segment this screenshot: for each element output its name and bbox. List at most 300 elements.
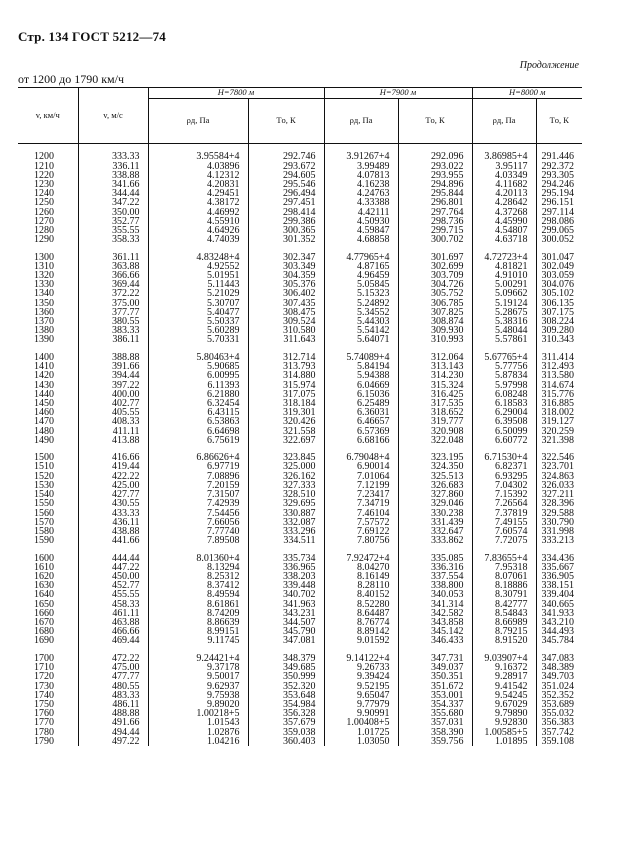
table-cell: 322.048 (398, 436, 472, 445)
table-cell: 1470 (34, 416, 54, 428)
table-cell: 4.11682 (472, 180, 536, 189)
table-cell: 1620 (34, 571, 54, 583)
col-header-t: Tо, К (536, 99, 582, 144)
table-cell: 336.965 (248, 563, 324, 572)
table-cell: 345.784 (536, 636, 582, 645)
table-cell: 4.54807 (472, 226, 536, 235)
table-cell: 8.16149 (324, 572, 398, 581)
table-cell: 4.33388 (324, 198, 398, 207)
table-cell: 436.11 (78, 518, 148, 527)
table-cell: 8.01360+4 (148, 554, 248, 563)
table-cell: 336.905 (536, 572, 582, 581)
table-cell: 328.510 (248, 490, 324, 499)
table-cell: 7.08896 (148, 472, 248, 481)
table-cell: 1.02876 (148, 728, 248, 737)
table-cell: 413.88 (78, 436, 148, 445)
table-cell: 5.97998 (472, 381, 536, 390)
table-cell: 1700 (34, 652, 54, 664)
table-cell: 7.12199 (324, 481, 398, 490)
col-header-v-ms: v, м/с (78, 88, 148, 144)
table-cell: 6.36031 (324, 408, 398, 417)
table-cell: 339.404 (536, 590, 582, 599)
table-cell: 309.930 (398, 326, 472, 335)
col-header-p: ρд, Па (472, 99, 536, 144)
table-cell: 4.92552 (148, 262, 248, 271)
table-cell: 314.674 (536, 381, 582, 390)
table-row (18, 436, 582, 445)
table-cell: 1520 (34, 470, 54, 482)
table-cell: 383.33 (78, 326, 148, 335)
table-cell: 332.087 (248, 518, 324, 527)
table-cell: 293.305 (536, 171, 582, 180)
table-cell: 340.665 (536, 600, 582, 609)
table-cell: 4.46992 (148, 208, 248, 217)
table-cell: 6.60772 (472, 436, 536, 445)
table-cell: 318.184 (248, 399, 324, 408)
table-cell: 309.280 (536, 326, 582, 335)
table-cell: 341.933 (536, 609, 582, 618)
table-cell: 346.433 (398, 636, 472, 645)
table-cell: 335.734 (248, 554, 324, 563)
table-cell: 1570 (34, 516, 54, 528)
table-cell: 310.343 (536, 335, 582, 344)
table-cell: 356.328 (248, 709, 324, 718)
table-cell: 1680 (34, 626, 54, 638)
table-cell: 351.024 (536, 682, 582, 691)
table-cell: 9.37178 (148, 663, 248, 672)
table-cell: 9.28917 (472, 672, 536, 681)
table-cell: 477.77 (78, 672, 148, 681)
table-cell: 5.05845 (324, 280, 398, 289)
table-cell: 306.402 (248, 289, 324, 298)
table-cell: 347.081 (248, 636, 324, 645)
table-cell: 311.414 (536, 353, 582, 362)
table-cell: 1540 (34, 489, 54, 501)
table-cell: 307.435 (248, 299, 324, 308)
table-cell: 9.41542 (472, 682, 536, 691)
table-cell: 494.44 (78, 728, 148, 737)
table-cell: 7.80756 (324, 536, 398, 545)
table-cell: 8.76774 (324, 618, 398, 627)
table-cell: 1710 (34, 662, 54, 674)
table-cell: 327.211 (536, 490, 582, 499)
table-cell: 357.742 (536, 728, 582, 737)
table-cell: 9.89020 (148, 700, 248, 709)
table-cell: 299.065 (536, 226, 582, 235)
table-cell: 321.558 (248, 427, 324, 436)
table-cell: 330.238 (398, 509, 472, 518)
table-cell: 9.92830 (472, 718, 536, 727)
table-cell: 299.386 (248, 217, 324, 226)
table-cell: 306.135 (536, 299, 582, 308)
table-cell: 328.396 (536, 499, 582, 508)
table-cell: 4.38172 (148, 198, 248, 207)
table-cell: 5.77756 (472, 362, 536, 371)
table-cell: 6.93295 (472, 472, 536, 481)
table-cell: 6.25489 (324, 399, 398, 408)
table-row (18, 536, 582, 545)
table-cell: 323.701 (536, 462, 582, 471)
table-cell: 5.57861 (472, 335, 536, 344)
table-cell: 6.21880 (148, 390, 248, 399)
table-row (18, 235, 582, 244)
table-cell: 354.337 (398, 700, 472, 709)
table-cell: 4.20113 (472, 189, 536, 198)
table-cell: 306.785 (398, 299, 472, 308)
table-cell: 316.885 (536, 399, 582, 408)
table-cell: 1310 (34, 260, 54, 272)
table-cell: 7.54456 (148, 509, 248, 518)
col-header-v-kmh: v, км/ч (18, 88, 78, 144)
table-cell: 461.11 (78, 609, 148, 618)
table-cell: 447.22 (78, 563, 148, 572)
table-cell: 9.62937 (148, 682, 248, 691)
table-cell: 388.88 (78, 353, 148, 362)
table-cell: 315.974 (248, 381, 324, 390)
table-cell: 316.425 (398, 390, 472, 399)
table-cell: 7.26564 (472, 499, 536, 508)
table-cell: 8.89142 (324, 627, 398, 636)
table-cell: 5.40477 (148, 308, 248, 317)
table-cell: 450.00 (78, 572, 148, 581)
table-cell: 9.65047 (324, 691, 398, 700)
table-cell: 1450 (34, 397, 54, 409)
table-cell: 6.86626+4 (148, 453, 248, 462)
table-cell: 303.709 (398, 271, 472, 280)
table-cell: 6.75619 (148, 436, 248, 445)
table-cell: 1.04216 (148, 737, 248, 746)
table-cell: 1550 (34, 498, 54, 510)
table-cell: 1400 (34, 351, 54, 363)
table-cell: 355.680 (398, 709, 472, 718)
table-cell: 8.30791 (472, 590, 536, 599)
table-cell: 1.00585+5 (472, 728, 536, 737)
table-cell: 336.316 (398, 563, 472, 572)
table-cell: 1260 (34, 206, 54, 218)
table-cell: 5.94388 (324, 371, 398, 380)
table-cell: 1380 (34, 325, 54, 337)
table-cell: 338.88 (78, 171, 148, 180)
table-cell: 4.68858 (324, 235, 398, 244)
table-cell: 344.44 (78, 189, 148, 198)
group-header-7800: H=7800 м (148, 88, 324, 99)
table-cell: 1530 (34, 479, 54, 491)
table-cell: 3.86985+4 (472, 152, 536, 161)
table-cell: 5.48044 (472, 326, 536, 335)
table-cell: 8.07061 (472, 572, 536, 581)
table-cell: 1650 (34, 598, 54, 610)
table-cell: 297.114 (536, 208, 582, 217)
table-cell: 1200 (34, 151, 54, 163)
table-cell: 330.790 (536, 518, 582, 527)
table-cell: 5.67765+4 (472, 353, 536, 362)
table-cell: 5.21029 (148, 289, 248, 298)
table-cell: 331.998 (536, 527, 582, 536)
table-cell: 5.64071 (324, 335, 398, 344)
table-cell: 304.726 (398, 280, 472, 289)
table-cell: 348.389 (536, 663, 582, 672)
table-cell: 293.022 (398, 162, 472, 171)
table-cell: 5.34552 (324, 308, 398, 317)
table-cell: 441.66 (78, 536, 148, 545)
table-cell: 372.22 (78, 289, 148, 298)
table-cell: 1300 (34, 251, 54, 263)
col-header-t: Tо, К (248, 99, 324, 144)
table-cell: 319.127 (536, 417, 582, 426)
table-cell: 394.44 (78, 371, 148, 380)
table-cell: 400.00 (78, 390, 148, 399)
table-cell: 305.102 (536, 289, 582, 298)
table-cell: 5.50337 (148, 317, 248, 326)
table-cell: 475.00 (78, 663, 148, 672)
table-cell: 7.83655+4 (472, 554, 536, 563)
table-cell: 1.00218+5 (148, 709, 248, 718)
table-cell: 320.426 (248, 417, 324, 426)
table-cell: 341.314 (398, 600, 472, 609)
table-cell: 9.52195 (324, 682, 398, 691)
table-cell: 427.77 (78, 490, 148, 499)
table-cell: 7.37819 (472, 509, 536, 518)
table-cell: 4.91010 (472, 271, 536, 280)
table-cell: 5.60289 (148, 326, 248, 335)
table-cell: 4.37268 (472, 208, 536, 217)
table-cell: 4.81821 (472, 262, 536, 271)
table-cell: 391.66 (78, 362, 148, 371)
table-cell: 419.44 (78, 462, 148, 471)
table-cell: 4.07813 (324, 171, 398, 180)
table-cell: 298.086 (536, 217, 582, 226)
table-cell: 6.04669 (324, 381, 398, 390)
table-cell: 4.29451 (148, 189, 248, 198)
table-cell: 338.203 (248, 572, 324, 581)
table-cell: 310.993 (398, 335, 472, 344)
table-cell: 340.702 (248, 590, 324, 599)
table-cell: 6.11393 (148, 381, 248, 390)
table-cell: 359.108 (536, 737, 582, 746)
table-cell: 345.142 (398, 627, 472, 636)
table-cell: 7.34719 (324, 499, 398, 508)
group-header-8000: H=8000 м (472, 88, 582, 99)
table-cell: 8.54843 (472, 609, 536, 618)
table-cell: 4.24763 (324, 189, 398, 198)
table-cell: 6.53863 (148, 417, 248, 426)
table-cell: 343.210 (536, 618, 582, 627)
table-cell: 386.11 (78, 335, 148, 344)
table-cell: 333.213 (536, 536, 582, 545)
table-cell: 8.25312 (148, 572, 248, 581)
table-cell: 488.88 (78, 709, 148, 718)
table-cell: 455.55 (78, 590, 148, 599)
table-cell: 6.18583 (472, 399, 536, 408)
table-cell: 300.702 (398, 235, 472, 244)
table-cell: 1.01725 (324, 728, 398, 737)
table-cell: 8.28110 (324, 581, 398, 590)
table-cell: 329.695 (248, 499, 324, 508)
table-cell: 486.11 (78, 700, 148, 709)
table-cell: 1270 (34, 215, 54, 227)
table-cell: 1350 (34, 297, 54, 309)
table-cell: 5.84194 (324, 362, 398, 371)
table-cell: 9.50017 (148, 672, 248, 681)
table-cell: 314.230 (398, 371, 472, 380)
table-cell: 327.333 (248, 481, 324, 490)
table-cell: 295.844 (398, 189, 472, 198)
table-cell: 329.046 (398, 499, 472, 508)
table-cell: 4.64926 (148, 226, 248, 235)
table-cell: 301.697 (398, 253, 472, 262)
table-cell: 7.69122 (324, 527, 398, 536)
table-cell: 349.703 (536, 672, 582, 681)
table-cell: 377.77 (78, 308, 148, 317)
table-cell: 356.383 (536, 718, 582, 727)
group-header-7900: H=7900 м (324, 88, 472, 99)
table-cell: 4.96459 (324, 271, 398, 280)
table-cell: 352.352 (536, 691, 582, 700)
table-cell: 5.19124 (472, 299, 536, 308)
table-cell: 5.15323 (324, 289, 398, 298)
table-cell: 1500 (34, 452, 54, 464)
table-cell: 9.79890 (472, 709, 536, 718)
table-cell: 5.80463+4 (148, 353, 248, 362)
table-cell: 5.30707 (148, 299, 248, 308)
table-cell: 1640 (34, 589, 54, 601)
table-cell: 1480 (34, 425, 54, 437)
table-cell: 292.746 (248, 152, 324, 161)
table-cell: 334.511 (248, 536, 324, 545)
table-cell: 9.14122+4 (324, 654, 398, 663)
table-cell: 1460 (34, 407, 54, 419)
table-cell: 353.001 (398, 691, 472, 700)
table-cell: 7.89508 (148, 536, 248, 545)
table-cell: 6.82371 (472, 462, 536, 471)
table-cell: 350.999 (248, 672, 324, 681)
table-cell: 416.66 (78, 453, 148, 462)
table-cell: 303.349 (248, 262, 324, 271)
continuation-label: Продолжение (519, 60, 579, 71)
table-cell: 463.88 (78, 618, 148, 627)
table-cell: 480.55 (78, 682, 148, 691)
table-cell: 329.588 (536, 509, 582, 518)
table-cell: 305.752 (398, 289, 472, 298)
table-cell: 335.085 (398, 554, 472, 563)
table-cell: 8.66989 (472, 618, 536, 627)
table-cell: 6.68166 (324, 436, 398, 445)
table-cell: 497.22 (78, 737, 148, 746)
table-cell: 1340 (34, 288, 54, 300)
table-cell: 1220 (34, 169, 54, 181)
table-cell: 1330 (34, 279, 54, 291)
table-cell: 7.49155 (472, 518, 536, 527)
table-cell: 291.446 (536, 152, 582, 161)
table-cell: 298.414 (248, 208, 324, 217)
table-cell: 491.66 (78, 718, 148, 727)
table-cell: 366.66 (78, 271, 148, 280)
table-cell: 312.714 (248, 353, 324, 362)
table-cell: 7.77740 (148, 527, 248, 536)
table-cell: 358.390 (398, 728, 472, 737)
table-cell: 325.513 (398, 472, 472, 481)
table-cell: 360.403 (248, 737, 324, 746)
table-cell: 5.28675 (472, 308, 536, 317)
table-cell: 425.00 (78, 481, 148, 490)
table-cell: 3.91267+4 (324, 152, 398, 161)
table-cell: 308.475 (248, 308, 324, 317)
table-cell: 1320 (34, 270, 54, 282)
table-cell: 6.57369 (324, 427, 398, 436)
table-cell: 299.715 (398, 226, 472, 235)
table-row (18, 335, 582, 344)
table-cell: 341.66 (78, 180, 148, 189)
table-cell: 408.33 (78, 417, 148, 426)
table-cell: 312.064 (398, 353, 472, 362)
table-cell: 9.03907+4 (472, 654, 536, 663)
table-cell: 334.436 (536, 554, 582, 563)
table-cell: 7.15392 (472, 490, 536, 499)
table-cell: 326.033 (536, 481, 582, 490)
table-cell: 7.46104 (324, 509, 398, 518)
table-cell: 6.64698 (148, 427, 248, 436)
table-cell: 402.77 (78, 399, 148, 408)
table-cell: 6.43115 (148, 408, 248, 417)
table-cell: 9.26733 (324, 663, 398, 672)
table-cell: 1250 (34, 197, 54, 209)
table-cell: 308.224 (536, 317, 582, 326)
table-cell: 337.554 (398, 572, 472, 581)
table-cell: 4.59847 (324, 226, 398, 235)
table-cell: 4.50930 (324, 217, 398, 226)
table-cell: 302.347 (248, 253, 324, 262)
table-cell: 4.28642 (472, 198, 536, 207)
table-cell: 308.874 (398, 317, 472, 326)
table-cell: 380.55 (78, 317, 148, 326)
table-cell: 341.963 (248, 600, 324, 609)
table-cell: 397.22 (78, 381, 148, 390)
table-cell: 357.031 (398, 718, 472, 727)
table-row (18, 636, 582, 645)
table-cell: 8.49594 (148, 590, 248, 599)
table-cell: 1580 (34, 525, 54, 537)
table-cell: 4.16238 (324, 180, 398, 189)
table-cell: 1560 (34, 507, 54, 519)
table-cell: 327.860 (398, 490, 472, 499)
table-cell: 296.494 (248, 189, 324, 198)
table-cell: 8.79215 (472, 627, 536, 636)
table-cell: 7.57572 (324, 518, 398, 527)
table-cell: 336.11 (78, 162, 148, 171)
table-cell: 317.535 (398, 399, 472, 408)
table-cell: 411.11 (78, 427, 148, 436)
table-cell: 452.77 (78, 581, 148, 590)
table-cell: 1770 (34, 717, 54, 729)
table-cell: 313.143 (398, 362, 472, 371)
table-cell: 313.793 (248, 362, 324, 371)
table-cell: 301.352 (248, 235, 324, 244)
table-cell: 319.301 (248, 408, 324, 417)
table-cell: 315.776 (536, 390, 582, 399)
table-cell: 347.22 (78, 198, 148, 207)
table-cell: 8.52280 (324, 600, 398, 609)
table-cell: 5.24892 (324, 299, 398, 308)
table-cell: 317.075 (248, 390, 324, 399)
table-cell: 349.685 (248, 663, 324, 672)
table-cell: 5.01951 (148, 271, 248, 280)
table-cell: 8.99151 (148, 627, 248, 636)
table-cell: 438.88 (78, 527, 148, 536)
table-cell: 6.32454 (148, 399, 248, 408)
table-cell: 1410 (34, 361, 54, 373)
table-cell: 5.54142 (324, 326, 398, 335)
table-cell: 469.44 (78, 636, 148, 645)
